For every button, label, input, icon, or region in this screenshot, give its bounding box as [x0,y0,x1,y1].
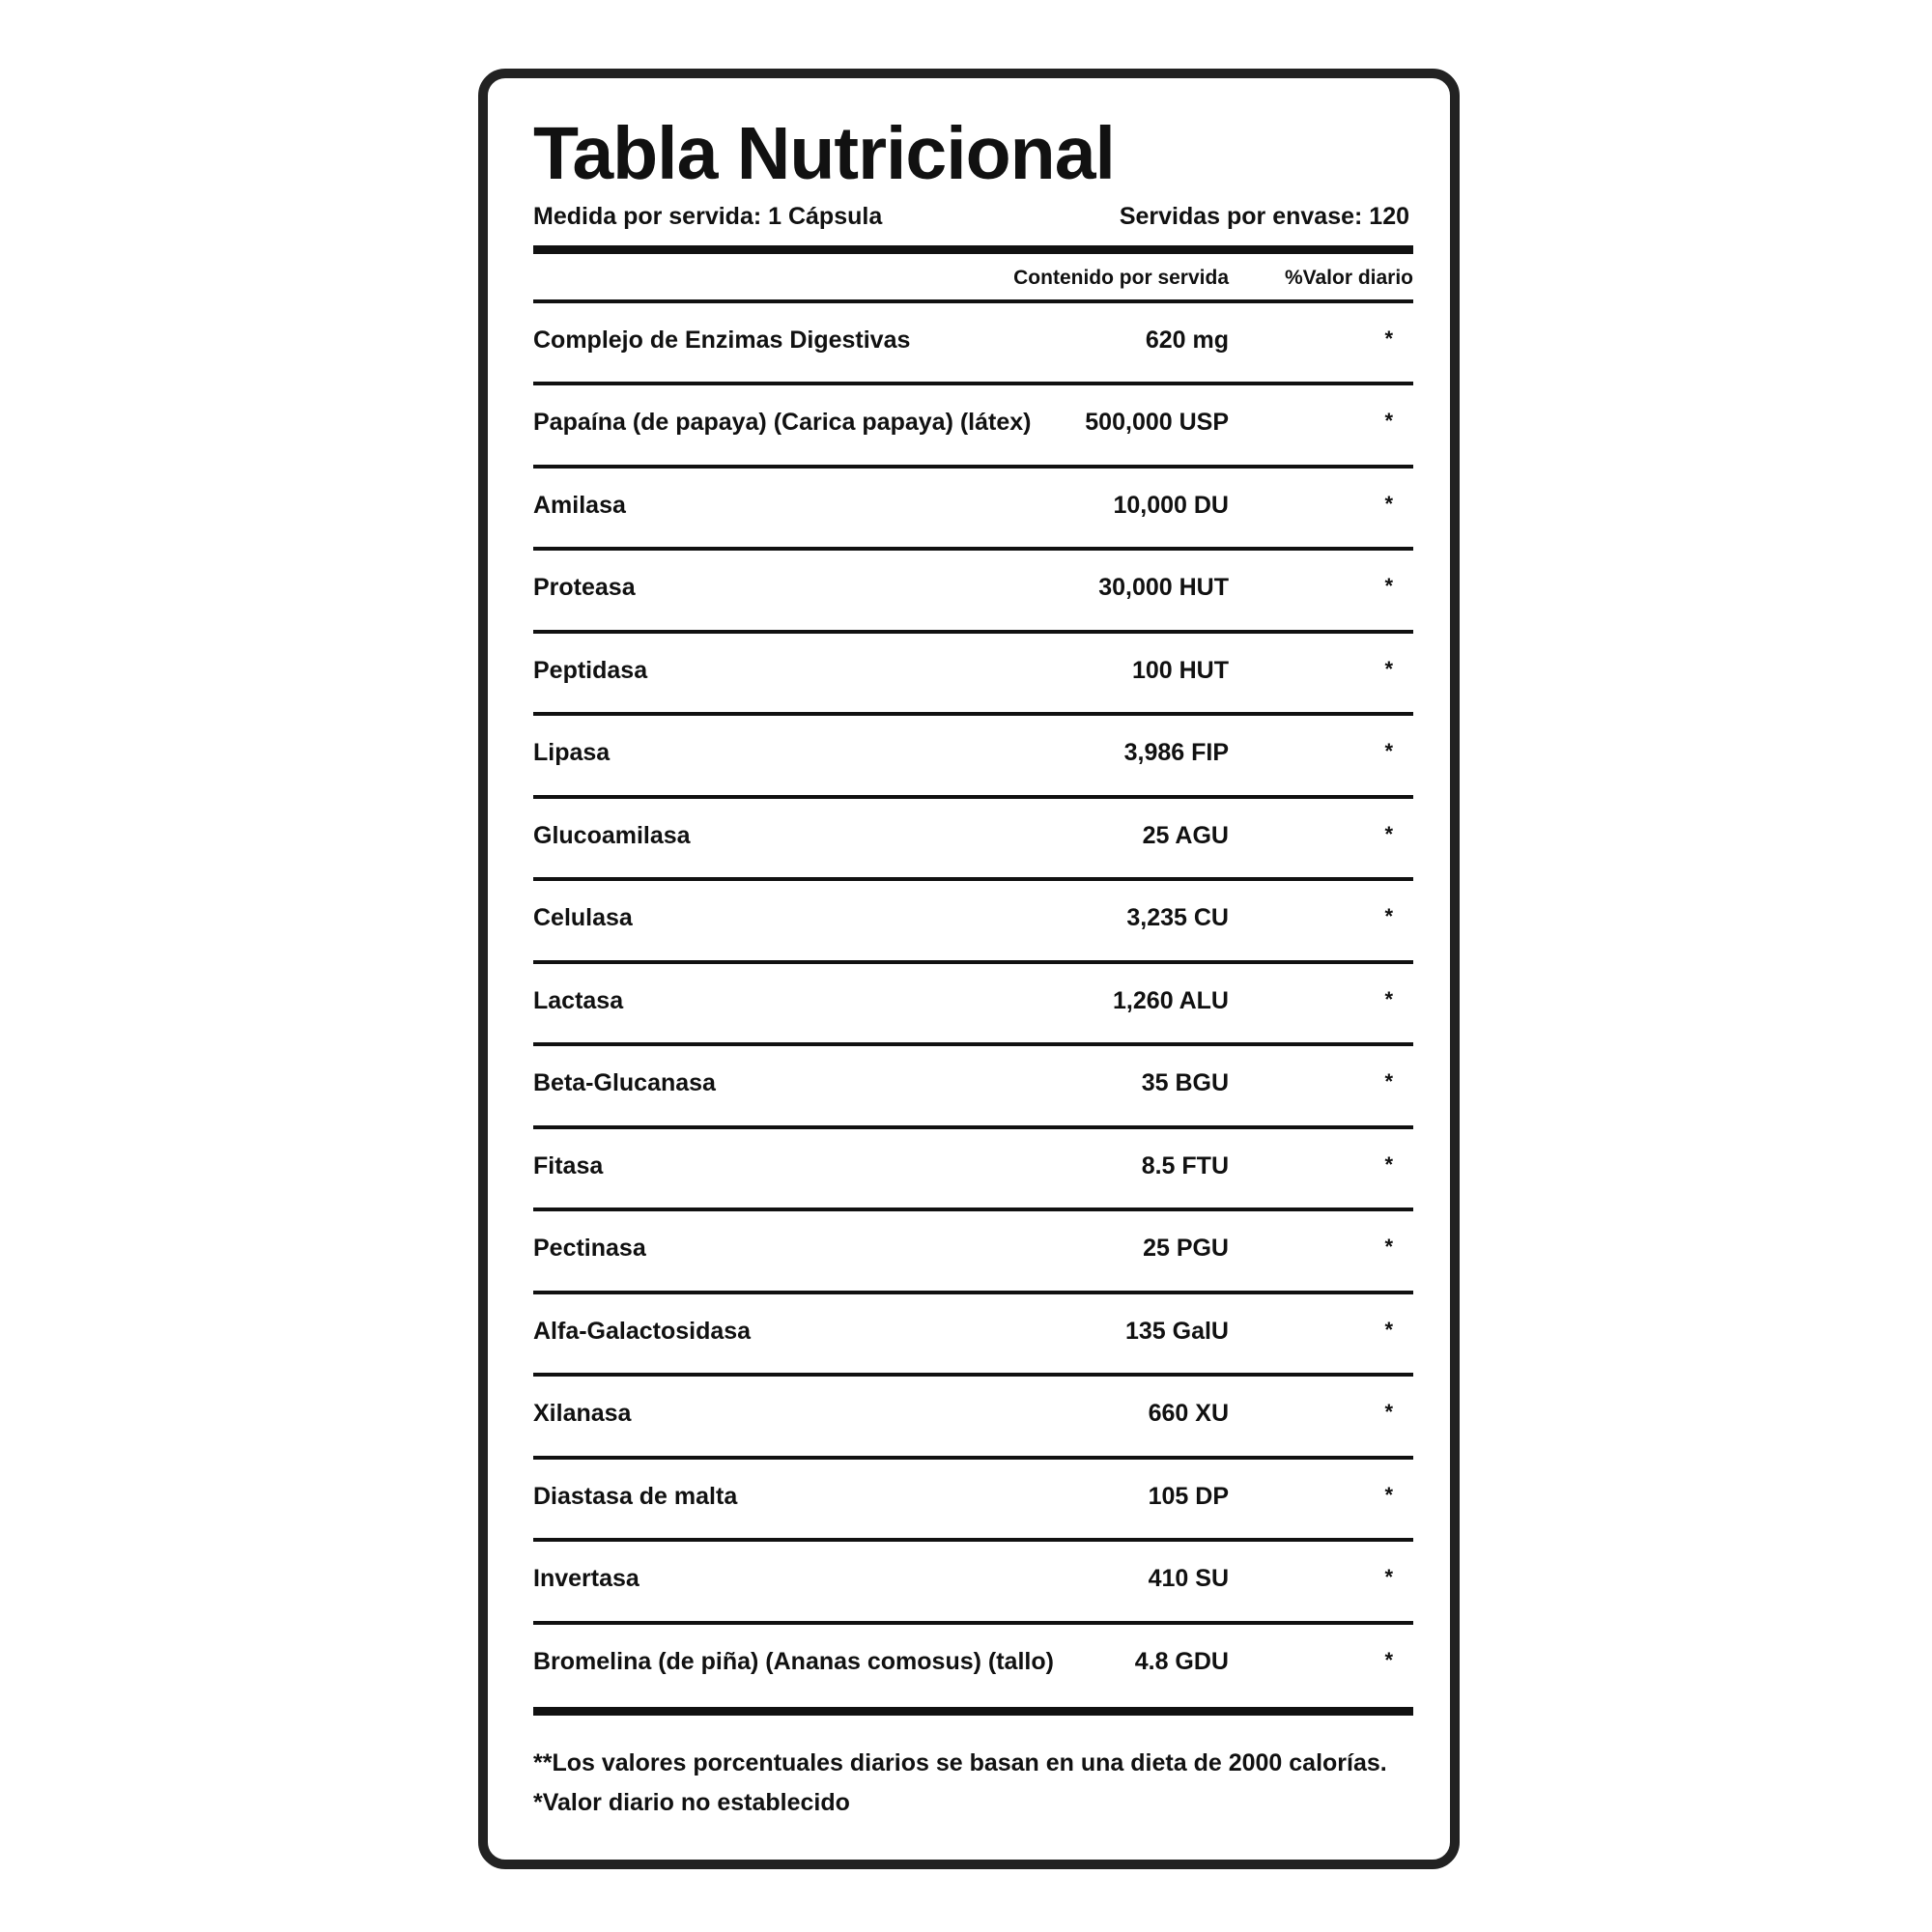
table-row [533,1460,1413,1542]
label-title: Tabla Nutricional [533,112,1115,195]
footnotes [533,1744,1413,1823]
nutrient-daily-value: * [1384,1400,1393,1425]
nutrient-amount: 620 mg [1145,327,1229,354]
label-content [533,78,1413,1860]
nutrient-daily-value: * [1384,1482,1393,1507]
table-row [533,716,1413,798]
nutrient-name: Pectinasa [533,1235,646,1263]
amount-column-header: Contenido por servida [1013,267,1229,289]
table-row [533,634,1413,716]
nutrient-daily-value: * [1384,986,1393,1011]
top-divider [533,245,1413,254]
nutrient-amount: 8.5 FTU [1141,1151,1229,1179]
nutrient-daily-value: * [1384,1069,1393,1094]
nutrient-name: Glucoamilasa [533,821,691,849]
nutrient-name: Peptidasa [533,656,648,684]
nutrient-amount: 105 DP [1148,1482,1229,1510]
nutrient-name: Invertasa [533,1565,639,1593]
servings-per-container: Servidas por envase: 120 [1119,203,1409,230]
nutrient-amount: 1,260 ALU [1113,986,1229,1014]
nutrient-daily-value: * [1384,327,1393,351]
nutrient-amount: 3,986 FIP [1123,739,1229,767]
nutrient-daily-value: * [1384,656,1393,681]
nutrient-amount: 35 BGU [1141,1069,1229,1097]
table-row [533,551,1413,633]
table-row [533,1046,1413,1128]
nutrition-label [478,69,1460,1869]
nutrient-name: Amilasa [533,491,626,519]
nutrient-name: Xilanasa [533,1400,632,1428]
table-row [533,799,1413,881]
nutrient-daily-value: * [1384,1151,1393,1177]
table-row [533,385,1413,468]
nutrient-daily-value: * [1384,904,1393,929]
nutrient-name: Celulasa [533,904,633,932]
nutrient-name: Lipasa [533,739,611,767]
bottom-divider [533,1707,1413,1716]
serving-size: Medida por servida: 1 Cápsula [533,203,883,230]
nutrient-name: Beta-Glucanasa [533,1069,716,1097]
nutrient-rows [533,303,1413,1707]
nutrient-name: Complejo de Enzimas Digestivas [533,327,911,354]
nutrient-daily-value: * [1384,739,1393,764]
table-row [533,1129,1413,1211]
table-row [533,303,1413,385]
nutrient-daily-value: * [1384,409,1393,434]
footnote: **Los valores porcentuales diarios se basan en una dieta de 2000 calorías. [533,1749,1387,1776]
nutrient-name: Bromelina (de piña) (Ananas comosus) (tallo) [533,1647,1054,1675]
table-row [533,469,1413,551]
nutrient-amount: 30,000 HUT [1098,574,1229,602]
table-row [533,1542,1413,1624]
nutrient-daily-value: * [1384,1317,1393,1342]
table-row [533,1625,1413,1707]
column-headers [533,265,1413,292]
nutrient-name: Proteasa [533,574,636,602]
nutrient-name: Fitasa [533,1151,604,1179]
nutrient-name: Papaína (de papaya) (Carica papaya) (látex) [533,409,1032,437]
nutrient-amount: 500,000 USP [1085,409,1229,437]
nutrient-daily-value: * [1384,1235,1393,1260]
nutrient-amount: 100 HUT [1131,656,1229,684]
table-row [533,1377,1413,1459]
footnote: *Valor diario no establecido [533,1789,850,1816]
nutrient-amount: 135 GalU [1124,1317,1229,1345]
nutrient-name: Lactasa [533,986,624,1014]
nutrient-amount: 25 AGU [1142,821,1229,849]
table-row [533,1211,1413,1293]
nutrient-daily-value: * [1384,491,1393,516]
serving-info [533,202,1413,231]
daily-value-column-header: %Valor diario [1284,267,1413,289]
nutrient-daily-value: * [1384,1565,1393,1590]
nutrient-amount: 10,000 DU [1113,491,1229,519]
nutrient-name: Diastasa de malta [533,1482,738,1510]
nutrient-daily-value: * [1384,1647,1393,1672]
nutrient-name: Alfa-Galactosidasa [533,1317,752,1345]
nutrient-amount: 4.8 GDU [1134,1647,1229,1675]
table-row [533,1294,1413,1377]
table-row [533,881,1413,963]
nutrient-daily-value: * [1384,821,1393,846]
nutrient-amount: 410 SU [1148,1565,1229,1593]
nutrient-amount: 3,235 CU [1126,904,1229,932]
nutrient-amount: 25 PGU [1143,1235,1229,1263]
table-row [533,964,1413,1046]
nutrient-amount: 660 XU [1148,1400,1229,1428]
nutrient-daily-value: * [1384,574,1393,599]
